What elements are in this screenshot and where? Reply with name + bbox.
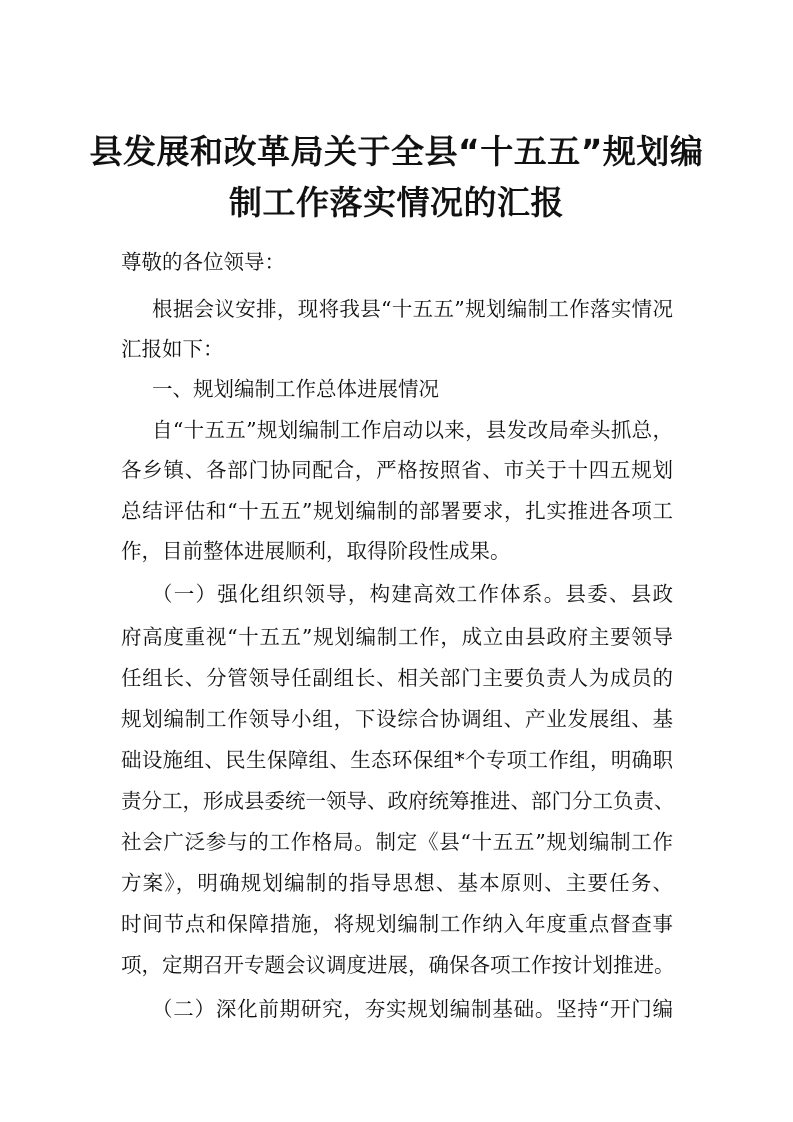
- paragraph-line: 根据会议安排，现将我县“十五五”规划编制工作落实情况: [152, 297, 673, 321]
- document-title-line-1: 县发展和改革局关于全县“十五五”规划编: [89, 132, 704, 171]
- paragraph-line: 各乡镇、各部门协同配合，严格按照省、市关于十四五规划: [121, 458, 673, 482]
- paragraph-line: 总结评估和“十五五”规划编制的部署要求，扎实推进各项工: [121, 499, 673, 523]
- paragraph-line: 府高度重视“十五五”规划编制工作，成立由县政府主要领导: [121, 625, 673, 649]
- paragraph-line: 任组长、分管领导任副组长、相关部门主要负责人为成员的: [121, 666, 673, 690]
- paragraph-line: 础设施组、民生保障组、生态环保组*个专项工作组，明确职: [121, 748, 673, 772]
- paragraph-line: 方案》，明确规划编制的指导思想、基本原则、主要任务、: [121, 871, 673, 895]
- paragraph-line: （二）深化前期研究，夯实规划编制基础。坚持“开门编: [152, 997, 673, 1021]
- paragraph-line: 汇报如下：: [121, 337, 224, 361]
- paragraph-line: 责分工，形成县委统一领导、政府统筹推进、部门分工负责、: [121, 789, 675, 813]
- paragraph-line: 时间节点和保障措施，将规划编制工作纳入年度重点督查事: [121, 912, 673, 936]
- document-title-line-2: 制工作落实情况的汇报: [229, 183, 564, 222]
- paragraph-line: 规划编制工作领导小组，下设综合协调组、产业发展组、基: [121, 707, 673, 731]
- paragraph-line: 作，目前整体进展顺利，取得阶段性成果。: [121, 539, 511, 563]
- paragraph-line: （一）强化组织领导，构建高效工作体系。县委、县政: [152, 582, 673, 606]
- paragraph-line: 项，定期召开专题会议调度进展，确保各项工作按计划推进。: [121, 953, 675, 977]
- salutation: 尊敬的各位领导：: [121, 250, 285, 274]
- paragraph-line: 自“十五五”规划编制工作启动以来，县发改局牵头抓总，: [152, 418, 673, 442]
- section-heading: 一、规划编制工作总体进展情况: [152, 377, 439, 401]
- paragraph-line: 社会广泛参与的工作格局。制定《县“十五五”规划编制工作: [121, 830, 673, 854]
